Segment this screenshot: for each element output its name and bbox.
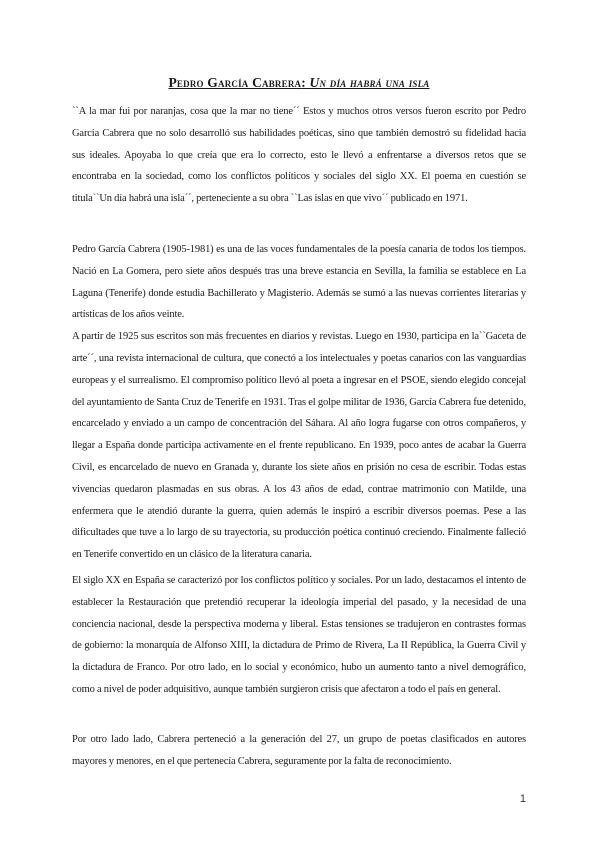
- paragraph-generation: Por otro lado lado, Cabrera perteneció a la generación del 27, un grupo de poetas clasificados en autores mayores y menores, en el que pertenecía Cabrera, seguramente por la falta de reconocimiento.: [72, 734, 526, 767]
- paragraph-biography: Pedro García Cabrera (1905-1981) es una de las voces fundamentales de la poesía canaria de todos los tiempos. Nació en La Gomera, pero siete años después tras una breve estancia en Sevilla, la familia se establece en La Laguna (Tenerife) donde estudia Bachillerato y Magisterio. Además se sumó a las nuevas corrientes literarias y artísticas de los años veinte.: [72, 244, 526, 321]
- document-title: [72, 74, 526, 91]
- title-poem: Un día habrá una isla: [309, 75, 430, 90]
- title-author: Pedro García Cabrera: [168, 75, 302, 90]
- biography-section: [72, 239, 526, 566]
- title-separator: :: [301, 75, 310, 90]
- document-page: [72, 0, 526, 848]
- page-number: 1: [519, 793, 526, 805]
- paragraph-context: El siglo XX en España se caracterizó por los conflictos político y sociales. Por un lado, destacamos el intento de establecer la Restauración que pretendió recuperar la ideología imperial del pasado, y la necesidad de una conciencia nacional, desde la perspectiva moderna y liberal. Estas tensiones se tradujeron en contrastes formas de gobierno: la monarquía de Alfonso XIII, la dictadura de Primo de Rivera, La II República, la Guerra Civil y la dictadura de Franco. Por otro lado, en lo social y económico, hubo un aumento tanto a nivel demográfico, como a nivel de poder adquisitivo, aunque también surgieron crisis que afectaron a todo el país en general.: [72, 575, 526, 695]
- paragraph-career: A partir de 1925 sus escritos son más frecuentes en diarios y revistas. Luego en 1930, participa en la``Gaceta de arte´´, una revista internacional de cultura, que conectó a los intelectuales y poetas canarios con las vanguardias europeas y el surrealismo. El compromiso político llevó al poeta a ingresar en el PSOE, siendo elegido concejal del ayuntamiento de Santa Cruz de Tenerife en 1931. Tras el golpe militar de 1936, García Cabrera fue detenido, encarcelado y enviado a un campo de concentración del Sáhara. Al año logra fugarse con otros compañeros, y llegar a España donde participa activamente en el frente republicano. En 1939, poco antes de acabar la Guerra Civil, es encarcelado de nuevo en Granada y, durante los siete años en prisión no cesa de escribir. Todas estas vivencias quedaron plasmadas en sus obras. A los 43 años de edad, contrae matrimonio con Matilde, una enfermera que le atendió durante la guerra, quien además le inspiró a escribir diversos poemas. Pese a las dificultades que tuve a lo largo de su trayectoria, su producción poética continuó creciendo. Finalmente falleció en Tenerife convertido en un clásico de la literatura canaria.: [72, 331, 526, 561]
- paragraph-intro: ``A la mar fui por naranjas, cosa que la mar no tiene´´ Estos y muchos otros versos fueron escrito por Pedro García Cabrera que no solo desarrolló sus habilidades poéticas, sino que también demostró su fidelidad hacia sus ideales. Apoyaba lo que creía que era lo correcto, esto le llevó a enfrentarse a diversos retos que se encontraba en la sociedad, como los conflictos políticos y sociales del siglo XX. El poema en cuestión se titula``Un día habrá una isla´´, perteneciente a su obra ``Las islas en que vivo´´ publicado en 1971.: [72, 106, 526, 205]
